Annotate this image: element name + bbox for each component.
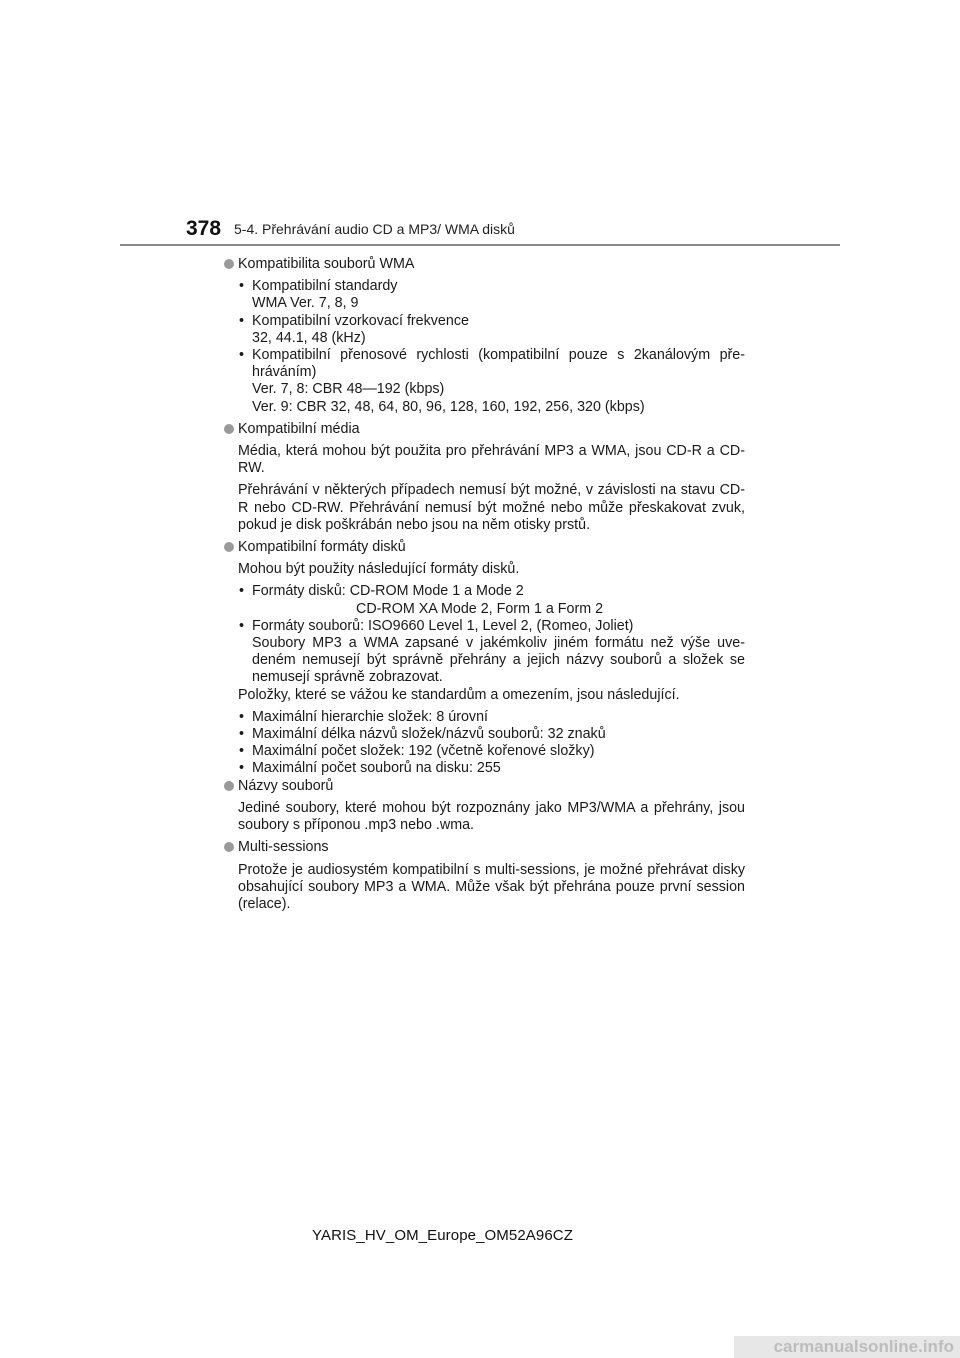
list-item bbox=[238, 278, 745, 312]
section-body-formats bbox=[224, 561, 745, 777]
watermark: carmanualsonline.info bbox=[734, 1336, 960, 1358]
paragraph: Jediné soubory, které mohou být rozpoznány jako MP3/WMA a přehrány, jsou soubory s příponou .mp3 nebo .wma. bbox=[238, 799, 745, 834]
section-heading-multisession: Multi-sessions bbox=[224, 839, 745, 856]
limits-list bbox=[238, 709, 745, 778]
format-list bbox=[238, 583, 745, 686]
list-item: • Maximální počet složek: 192 (včetně kořenové složky) bbox=[238, 743, 745, 760]
page-content bbox=[224, 256, 745, 913]
page-number: 378 bbox=[186, 217, 222, 240]
document-code: YARIS_HV_OM_Europe_OM52A96CZ bbox=[312, 1227, 573, 1244]
list-item-label: • Kompatibilní vzorkovací frekvence bbox=[252, 312, 469, 329]
list-item-label: • Kompatibilní standardy bbox=[252, 278, 398, 295]
paragraph: Protože je audiosystém kompatibilní s multi-sessions, je možné přehrávat disky obsahující soubory MP3 a WMA. Může však být přehrána pouze první session (relace). bbox=[238, 861, 745, 912]
list-item: • Maximální délka názvů složek/názvů souborů: 32 znaků bbox=[238, 726, 745, 743]
list-item-value: Ver. 9: CBR 32, 48, 64, 80, 96, 128, 160, 192, 256, 320 (kbps) bbox=[252, 398, 645, 415]
list-item: • Maximální počet souborů na disku: 255 bbox=[238, 760, 745, 777]
list-item bbox=[238, 583, 745, 617]
section-body-media bbox=[224, 443, 745, 534]
disc-formats-line-2: CD-ROM XA Mode 2, Form 1 a Form 2 bbox=[356, 600, 604, 617]
file-formats-line: • Formáty souborů: ISO9660 Level 1, Level 2, (Romeo, Joliet) bbox=[252, 617, 634, 634]
paragraph: Mohou být použity následující formáty disků. bbox=[238, 561, 520, 578]
paragraph: Přehrávání v některých případech nemusí být možné, v závislosti na stavu CD-R nebo CD-RW. Přehrávání nemusí být možné nebo může přeskakovat zvuk, pokud je disk poškrábán nebo jsou na něm otisky prstů. bbox=[238, 482, 745, 533]
section-body-multisession bbox=[224, 862, 745, 914]
section-heading-formats: Kompatibilní formáty disků bbox=[224, 539, 745, 556]
list-item-value: Ver. 7, 8: CBR 48—192 (kbps) bbox=[252, 381, 445, 398]
section-body-filenames bbox=[224, 800, 745, 834]
list-item bbox=[238, 313, 745, 347]
file-formats-note: Soubory MP3 a WMA zapsané v jakémkoliv jiném formátu než výše uvedeném nemusejí být správně přehrány a jejich názvy souborů a složek se nemusejí správně zobrazovat. bbox=[252, 635, 745, 686]
limits-intro: Položky, které se vážou ke standardům a omezením, jsou následující. bbox=[238, 686, 680, 703]
section-heading-media: Kompatibilní média bbox=[224, 421, 745, 438]
section-heading-wma: Kompatibilita souborů WMA bbox=[224, 256, 745, 273]
list-item bbox=[238, 618, 745, 687]
list-item: • Maximální hierarchie složek: 8 úrovní bbox=[238, 709, 745, 726]
paragraph: Média, která mohou být použita pro přehrávání MP3 a WMA, jsou CD-R a CD-RW. bbox=[238, 443, 745, 477]
section-heading-filenames: Názvy souborů bbox=[224, 778, 745, 795]
list-item-value: 32, 44.1, 48 (kHz) bbox=[252, 329, 366, 346]
header-divider bbox=[120, 244, 840, 246]
section-body-wma bbox=[224, 278, 745, 416]
chapter-title: 5-4. Přehrávání audio CD a MP3/ WMA disků bbox=[234, 221, 515, 237]
list-item-value: WMA Ver. 7, 8, 9 bbox=[252, 295, 359, 312]
list-item-label: • Kompatibilní přenosové rychlosti (kompatibilní pouze s 2kanálovým přehráváním) bbox=[252, 347, 745, 381]
wma-spec-list bbox=[238, 278, 745, 416]
list-item bbox=[238, 347, 745, 416]
disc-formats-line: • Formáty disků: CD-ROM Mode 1 a Mode 2 bbox=[252, 583, 524, 600]
